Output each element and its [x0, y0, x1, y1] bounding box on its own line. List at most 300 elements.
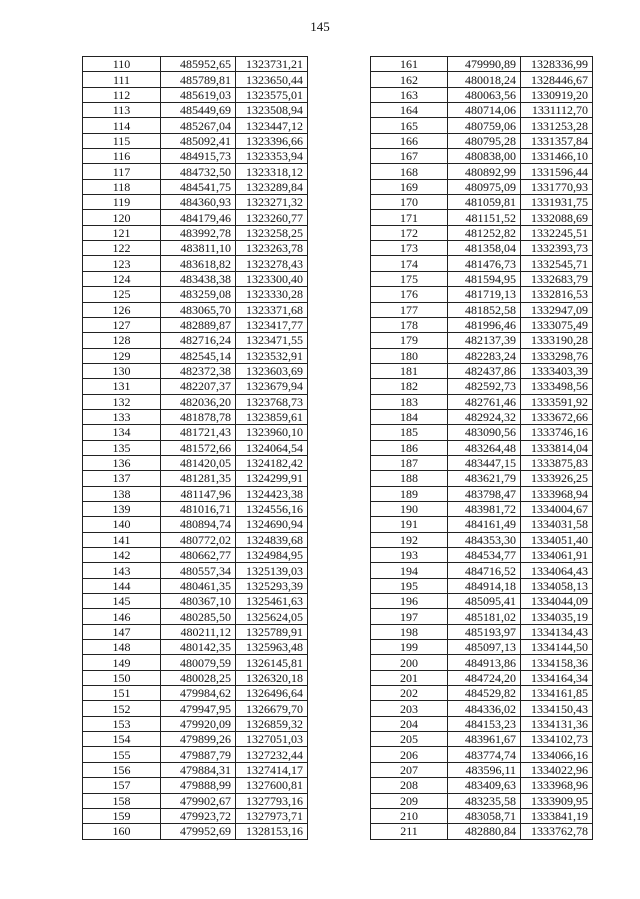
x-coordinate-cell: 484360,93: [161, 195, 236, 210]
y-coordinate-cell: 1325963,48: [236, 640, 308, 655]
y-coordinate-cell: 1323258,25: [236, 225, 308, 240]
x-coordinate-cell: 479899,26: [161, 732, 236, 747]
point-number-cell: 118: [83, 179, 161, 194]
table-row: [83, 333, 308, 348]
y-coordinate-cell: 1323447,12: [236, 118, 308, 133]
table-row: [83, 501, 308, 516]
table-row: [83, 103, 308, 118]
point-number-cell: 209: [371, 793, 448, 808]
x-coordinate-cell: 481719,13: [448, 287, 521, 302]
y-coordinate-cell: 1333841,19: [521, 808, 593, 823]
x-coordinate-cell: 485181,02: [448, 609, 521, 624]
x-coordinate-cell: 482283,24: [448, 348, 521, 363]
y-coordinate-cell: 1325789,91: [236, 624, 308, 639]
x-coordinate-cell: 482437,86: [448, 363, 521, 378]
y-coordinate-cell: 1333875,83: [521, 455, 593, 470]
table-row: [371, 747, 593, 762]
y-coordinate-cell: 1325293,39: [236, 578, 308, 593]
point-number-cell: 194: [371, 563, 448, 578]
table-row: [83, 379, 308, 394]
x-coordinate-cell: 480557,34: [161, 563, 236, 578]
table-row: [83, 532, 308, 547]
x-coordinate-cell: 479984,62: [161, 686, 236, 701]
point-number-cell: 165: [371, 118, 448, 133]
x-coordinate-cell: 480838,00: [448, 149, 521, 164]
point-number-cell: 162: [371, 72, 448, 87]
point-number-cell: 121: [83, 225, 161, 240]
y-coordinate-cell: 1333814,04: [521, 440, 593, 455]
y-coordinate-cell: 1333968,96: [521, 778, 593, 793]
point-number-cell: 125: [83, 287, 161, 302]
x-coordinate-cell: 480063,56: [448, 87, 521, 102]
x-coordinate-cell: 483621,79: [448, 471, 521, 486]
x-coordinate-cell: 479884,31: [161, 762, 236, 777]
y-coordinate-cell: 1328336,99: [521, 57, 593, 72]
table-row: [371, 271, 593, 286]
x-coordinate-cell: 481476,73: [448, 256, 521, 271]
x-coordinate-cell: 483992,78: [161, 225, 236, 240]
point-number-cell: 155: [83, 747, 161, 762]
x-coordinate-cell: 481147,96: [161, 486, 236, 501]
table-row: [371, 225, 593, 240]
point-number-cell: 179: [371, 333, 448, 348]
x-coordinate-cell: 485449,69: [161, 103, 236, 118]
x-coordinate-cell: 484913,86: [448, 655, 521, 670]
point-number-cell: 169: [371, 179, 448, 194]
table-row: [83, 824, 308, 839]
y-coordinate-cell: 1334150,43: [521, 701, 593, 716]
y-coordinate-cell: 1323289,84: [236, 179, 308, 194]
table-row: [83, 471, 308, 486]
x-coordinate-cell: 482761,46: [448, 394, 521, 409]
y-coordinate-cell: 1332947,09: [521, 302, 593, 317]
point-number-cell: 187: [371, 455, 448, 470]
y-coordinate-cell: 1323731,21: [236, 57, 308, 72]
y-coordinate-cell: 1333403,39: [521, 363, 593, 378]
x-coordinate-cell: 480795,28: [448, 133, 521, 148]
table-row: [371, 256, 593, 271]
point-number-cell: 202: [371, 686, 448, 701]
point-number-cell: 138: [83, 486, 161, 501]
table-row: [371, 486, 593, 501]
y-coordinate-cell: 1325624,05: [236, 609, 308, 624]
x-coordinate-cell: 483065,70: [161, 302, 236, 317]
point-number-cell: 120: [83, 210, 161, 225]
point-number-cell: 190: [371, 501, 448, 516]
y-coordinate-cell: 1324984,95: [236, 548, 308, 563]
y-coordinate-cell: 1328153,16: [236, 824, 308, 839]
y-coordinate-cell: 1334035,19: [521, 609, 593, 624]
y-coordinate-cell: 1328446,67: [521, 72, 593, 87]
point-number-cell: 204: [371, 716, 448, 731]
y-coordinate-cell: 1326145,81: [236, 655, 308, 670]
point-number-cell: 167: [371, 149, 448, 164]
y-coordinate-cell: 1334051,40: [521, 532, 593, 547]
y-coordinate-cell: 1324839,68: [236, 532, 308, 547]
table-row: [371, 594, 593, 609]
y-coordinate-cell: 1333498,56: [521, 379, 593, 394]
table-row: [83, 87, 308, 102]
y-coordinate-cell: 1334158,36: [521, 655, 593, 670]
point-number-cell: 132: [83, 394, 161, 409]
point-number-cell: 210: [371, 808, 448, 823]
point-number-cell: 133: [83, 409, 161, 424]
y-coordinate-cell: 1334044,09: [521, 594, 593, 609]
x-coordinate-cell: 483090,56: [448, 425, 521, 440]
y-coordinate-cell: 1323859,61: [236, 409, 308, 424]
y-coordinate-cell: 1333909,95: [521, 793, 593, 808]
table-row: [83, 686, 308, 701]
y-coordinate-cell: 1334058,13: [521, 578, 593, 593]
x-coordinate-cell: 484541,75: [161, 179, 236, 194]
point-number-cell: 163: [371, 87, 448, 102]
y-coordinate-cell: 1332393,73: [521, 241, 593, 256]
x-coordinate-cell: 481016,71: [161, 501, 236, 516]
y-coordinate-cell: 1333926,25: [521, 471, 593, 486]
y-coordinate-cell: 1323263,78: [236, 241, 308, 256]
y-coordinate-cell: 1323396,66: [236, 133, 308, 148]
x-coordinate-cell: 481252,82: [448, 225, 521, 240]
x-coordinate-cell: 483618,82: [161, 256, 236, 271]
x-coordinate-cell: 484336,02: [448, 701, 521, 716]
point-number-cell: 149: [83, 655, 161, 670]
x-coordinate-cell: 479887,79: [161, 747, 236, 762]
y-coordinate-cell: 1323318,12: [236, 164, 308, 179]
table-row: [83, 793, 308, 808]
y-coordinate-cell: 1323603,69: [236, 363, 308, 378]
point-number-cell: 147: [83, 624, 161, 639]
point-number-cell: 182: [371, 379, 448, 394]
table-row: [83, 72, 308, 87]
point-number-cell: 157: [83, 778, 161, 793]
point-number-cell: 208: [371, 778, 448, 793]
x-coordinate-cell: 481878,78: [161, 409, 236, 424]
y-coordinate-cell: 1323575,01: [236, 87, 308, 102]
point-number-cell: 154: [83, 732, 161, 747]
x-coordinate-cell: 483409,63: [448, 778, 521, 793]
y-coordinate-cell: 1326679,70: [236, 701, 308, 716]
point-number-cell: 111: [83, 72, 161, 87]
x-coordinate-cell: 482036,20: [161, 394, 236, 409]
x-coordinate-cell: 480018,24: [448, 72, 521, 87]
y-coordinate-cell: 1323330,28: [236, 287, 308, 302]
point-number-cell: 168: [371, 164, 448, 179]
table-row: [371, 302, 593, 317]
x-coordinate-cell: 484732,50: [161, 164, 236, 179]
y-coordinate-cell: 1327793,16: [236, 793, 308, 808]
table-row: [83, 517, 308, 532]
point-number-cell: 207: [371, 762, 448, 777]
x-coordinate-cell: 485267,04: [161, 118, 236, 133]
point-number-cell: 152: [83, 701, 161, 716]
table-row: [83, 640, 308, 655]
table-row: [83, 256, 308, 271]
table-row: [83, 394, 308, 409]
point-number-cell: 185: [371, 425, 448, 440]
table-row: [371, 149, 593, 164]
x-coordinate-cell: 484915,73: [161, 149, 236, 164]
point-number-cell: 183: [371, 394, 448, 409]
y-coordinate-cell: 1333591,92: [521, 394, 593, 409]
y-coordinate-cell: 1323508,94: [236, 103, 308, 118]
y-coordinate-cell: 1323532,91: [236, 348, 308, 363]
table-row: [371, 670, 593, 685]
x-coordinate-cell: 479902,67: [161, 793, 236, 808]
point-number-cell: 148: [83, 640, 161, 655]
y-coordinate-cell: 1324064,54: [236, 440, 308, 455]
table-row: [83, 655, 308, 670]
x-coordinate-cell: 485789,81: [161, 72, 236, 87]
table-row: [83, 670, 308, 685]
table-row: [83, 225, 308, 240]
y-coordinate-cell: 1334161,85: [521, 686, 593, 701]
y-coordinate-cell: 1331596,44: [521, 164, 593, 179]
point-number-cell: 134: [83, 425, 161, 440]
y-coordinate-cell: 1333746,16: [521, 425, 593, 440]
y-coordinate-cell: 1326859,32: [236, 716, 308, 731]
table-row: [83, 210, 308, 225]
table-row: [83, 164, 308, 179]
table-row: [371, 701, 593, 716]
point-number-cell: 123: [83, 256, 161, 271]
table-row: [371, 379, 593, 394]
x-coordinate-cell: 484724,20: [448, 670, 521, 685]
table-row: [83, 455, 308, 470]
table-row: [83, 287, 308, 302]
table-row: [83, 808, 308, 823]
table-row: [371, 501, 593, 516]
point-number-cell: 117: [83, 164, 161, 179]
point-number-cell: 150: [83, 670, 161, 685]
point-number-cell: 174: [371, 256, 448, 271]
table-row: [371, 778, 593, 793]
y-coordinate-cell: 1334131,36: [521, 716, 593, 731]
x-coordinate-cell: 484179,46: [161, 210, 236, 225]
x-coordinate-cell: 480714,06: [448, 103, 521, 118]
point-number-cell: 128: [83, 333, 161, 348]
y-coordinate-cell: 1331770,93: [521, 179, 593, 194]
x-coordinate-cell: 480759,06: [448, 118, 521, 133]
y-coordinate-cell: 1326496,64: [236, 686, 308, 701]
point-number-cell: 127: [83, 317, 161, 332]
x-coordinate-cell: 481852,58: [448, 302, 521, 317]
y-coordinate-cell: 1334061,91: [521, 548, 593, 563]
y-coordinate-cell: 1324556,16: [236, 501, 308, 516]
x-coordinate-cell: 482716,24: [161, 333, 236, 348]
y-coordinate-cell: 1332683,79: [521, 271, 593, 286]
table-row: [371, 532, 593, 547]
point-number-cell: 130: [83, 363, 161, 378]
table-row: [371, 732, 593, 747]
y-coordinate-cell: 1331112,70: [521, 103, 593, 118]
x-coordinate-cell: 482889,87: [161, 317, 236, 332]
y-coordinate-cell: 1334164,34: [521, 670, 593, 685]
point-number-cell: 189: [371, 486, 448, 501]
table-row: [371, 793, 593, 808]
point-number-cell: 196: [371, 594, 448, 609]
table-row: [371, 87, 593, 102]
x-coordinate-cell: 483264,48: [448, 440, 521, 455]
table-row: [371, 287, 593, 302]
x-coordinate-cell: 483447,15: [448, 455, 521, 470]
x-coordinate-cell: 482137,39: [448, 333, 521, 348]
point-number-cell: 116: [83, 149, 161, 164]
table-row: [371, 333, 593, 348]
x-coordinate-cell: 483596,11: [448, 762, 521, 777]
y-coordinate-cell: 1327973,71: [236, 808, 308, 823]
y-coordinate-cell: 1325461,63: [236, 594, 308, 609]
y-coordinate-cell: 1333672,66: [521, 409, 593, 424]
point-number-cell: 203: [371, 701, 448, 716]
x-coordinate-cell: 480894,74: [161, 517, 236, 532]
table-row: [83, 486, 308, 501]
table-row: [83, 563, 308, 578]
table-row: [371, 133, 593, 148]
y-coordinate-cell: 1334022,96: [521, 762, 593, 777]
table-row: [371, 609, 593, 624]
point-number-cell: 184: [371, 409, 448, 424]
x-coordinate-cell: 479947,95: [161, 701, 236, 716]
point-number-cell: 142: [83, 548, 161, 563]
table-row: [83, 747, 308, 762]
point-number-cell: 145: [83, 594, 161, 609]
table-row: [371, 72, 593, 87]
table-row: [371, 195, 593, 210]
table-row: [371, 425, 593, 440]
table-row: [371, 241, 593, 256]
point-number-cell: 137: [83, 471, 161, 486]
y-coordinate-cell: 1334064,43: [521, 563, 593, 578]
x-coordinate-cell: 484153,23: [448, 716, 521, 731]
point-number-cell: 198: [371, 624, 448, 639]
point-number-cell: 206: [371, 747, 448, 762]
y-coordinate-cell: 1327051,03: [236, 732, 308, 747]
table-row: [371, 808, 593, 823]
point-number-cell: 126: [83, 302, 161, 317]
table-row: [371, 762, 593, 777]
table-row: [371, 686, 593, 701]
y-coordinate-cell: 1331466,10: [521, 149, 593, 164]
table-row: [83, 578, 308, 593]
table-row: [371, 716, 593, 731]
y-coordinate-cell: 1323471,55: [236, 333, 308, 348]
y-coordinate-cell: 1324299,91: [236, 471, 308, 486]
y-coordinate-cell: 1330919,20: [521, 87, 593, 102]
point-number-cell: 173: [371, 241, 448, 256]
x-coordinate-cell: 481996,46: [448, 317, 521, 332]
y-coordinate-cell: 1334144,50: [521, 640, 593, 655]
x-coordinate-cell: 480285,50: [161, 609, 236, 624]
table-row: [371, 179, 593, 194]
x-coordinate-cell: 480142,35: [161, 640, 236, 655]
point-number-cell: 191: [371, 517, 448, 532]
x-coordinate-cell: 481059,81: [448, 195, 521, 210]
y-coordinate-cell: 1324182,42: [236, 455, 308, 470]
y-coordinate-cell: 1332088,69: [521, 210, 593, 225]
point-number-cell: 181: [371, 363, 448, 378]
x-coordinate-cell: 480461,35: [161, 578, 236, 593]
point-number-cell: 141: [83, 532, 161, 547]
table-row: [83, 57, 308, 72]
y-coordinate-cell: 1323650,44: [236, 72, 308, 87]
y-coordinate-cell: 1325139,03: [236, 563, 308, 578]
x-coordinate-cell: 483961,67: [448, 732, 521, 747]
x-coordinate-cell: 480772,02: [161, 532, 236, 547]
x-coordinate-cell: 481594,95: [448, 271, 521, 286]
y-coordinate-cell: 1334134,43: [521, 624, 593, 639]
x-coordinate-cell: 480028,25: [161, 670, 236, 685]
table-row: [371, 471, 593, 486]
x-coordinate-cell: 485952,65: [161, 57, 236, 72]
point-number-cell: 177: [371, 302, 448, 317]
table-row: [83, 762, 308, 777]
table-row: [83, 271, 308, 286]
point-number-cell: 161: [371, 57, 448, 72]
y-coordinate-cell: 1333190,28: [521, 333, 593, 348]
table-row: [371, 655, 593, 670]
y-coordinate-cell: 1332245,51: [521, 225, 593, 240]
table-row: [83, 302, 308, 317]
y-coordinate-cell: 1332545,71: [521, 256, 593, 271]
x-coordinate-cell: 485097,13: [448, 640, 521, 655]
point-number-cell: 188: [371, 471, 448, 486]
table-row: [371, 164, 593, 179]
y-coordinate-cell: 1327414,17: [236, 762, 308, 777]
x-coordinate-cell: 479990,89: [448, 57, 521, 72]
y-coordinate-cell: 1334031,58: [521, 517, 593, 532]
y-coordinate-cell: 1323679,94: [236, 379, 308, 394]
y-coordinate-cell: 1331931,75: [521, 195, 593, 210]
x-coordinate-cell: 484716,52: [448, 563, 521, 578]
y-coordinate-cell: 1323371,68: [236, 302, 308, 317]
y-coordinate-cell: 1333762,78: [521, 824, 593, 839]
x-coordinate-cell: 480975,09: [448, 179, 521, 194]
point-number-cell: 186: [371, 440, 448, 455]
y-coordinate-cell: 1323768,73: [236, 394, 308, 409]
table-row: [371, 317, 593, 332]
x-coordinate-cell: 482924,32: [448, 409, 521, 424]
x-coordinate-cell: 483259,08: [161, 287, 236, 302]
y-coordinate-cell: 1331253,28: [521, 118, 593, 133]
x-coordinate-cell: 480367,10: [161, 594, 236, 609]
y-coordinate-cell: 1334102,73: [521, 732, 593, 747]
table-row: [83, 609, 308, 624]
table-row: [83, 594, 308, 609]
table-row: [371, 440, 593, 455]
point-number-cell: 158: [83, 793, 161, 808]
x-coordinate-cell: 481358,04: [448, 241, 521, 256]
y-coordinate-cell: 1323417,77: [236, 317, 308, 332]
y-coordinate-cell: 1332816,53: [521, 287, 593, 302]
point-number-cell: 201: [371, 670, 448, 685]
x-coordinate-cell: 480662,77: [161, 548, 236, 563]
y-coordinate-cell: 1323300,40: [236, 271, 308, 286]
x-coordinate-cell: 479888,99: [161, 778, 236, 793]
table-row: [371, 455, 593, 470]
x-coordinate-cell: 483774,74: [448, 747, 521, 762]
point-number-cell: 166: [371, 133, 448, 148]
x-coordinate-cell: 483058,71: [448, 808, 521, 823]
point-number-cell: 180: [371, 348, 448, 363]
x-coordinate-cell: 485092,41: [161, 133, 236, 148]
table-row: [371, 118, 593, 133]
table-row: [371, 103, 593, 118]
point-number-cell: 143: [83, 563, 161, 578]
y-coordinate-cell: 1333075,49: [521, 317, 593, 332]
point-number-cell: 195: [371, 578, 448, 593]
point-number-cell: 197: [371, 609, 448, 624]
point-number-cell: 153: [83, 716, 161, 731]
